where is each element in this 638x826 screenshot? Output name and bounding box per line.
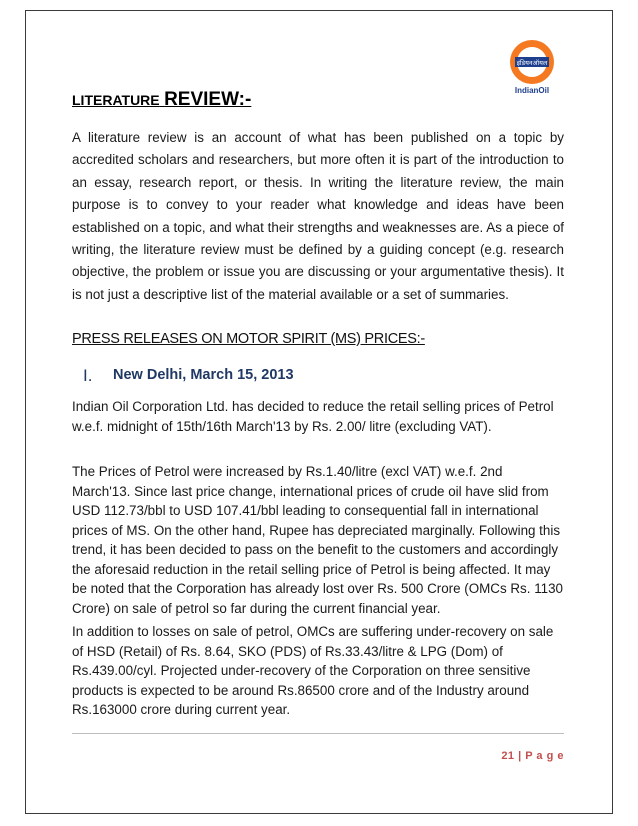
press-paragraph-3: In addition to losses on sale of petrol, OMCs are suffering under-recovery on sale of HSD (Retail) of Rs. 8.64, SKO (PDS) of Rs.33.43/litre & LPG (Dom) of Rs.439.00/cyl. Projected under-recovery of the Corporation on three sensitive products is expected to be around Rs.86500 crore and of the Industry around Rs.163000 crore during current year. [72, 624, 554, 717]
literature-review-heading [72, 89, 251, 111]
press-releases-heading: PRESS RELEASES ON MOTOR SPIRIT (MS) PRICES:- [72, 331, 425, 347]
press-paragraph-2: The Prices of Petrol were increased by Rs.1.40/litre (excl VAT) w.e.f. 2nd March'13. Since last price change, international prices of crude oil have slid from USD 112.73/bbl to USD 107.41/bbl leading to consequential fall in international prices of MS. On the other hand, Rupee has depreciated marginally. Following this trend, it has been decided to pass on the benefit to the customers and accordingly the aforesaid reduction in the retail selling price of Petrol is being affected. It may be noted that the Corporation has already lost over Rs. 500 Crore (OMCs Rs. 1130 Crore) on sale of petrol so far during the current financial year. [72, 464, 563, 616]
svg-text:इंडियनऑयल: इंडियनऑयल [516, 59, 548, 67]
heading-part2: REVIEW:- [164, 89, 252, 110]
press-item-numeral: I. [83, 366, 93, 385]
press-item-title: New Delhi, March 15, 2013 [113, 367, 294, 383]
logo-brand-text: IndianOil [514, 86, 550, 95]
press-paragraph-1: Indian Oil Corporation Ltd. has decided to reduce the retail selling prices of Petrol w.e.f. midnight of 15th/16th March'13 by Rs. 2.00/ litre (excluding VAT). [72, 399, 554, 434]
page-number: 21 | P a g e [501, 750, 564, 762]
footer-divider [72, 733, 564, 734]
literature-review-paragraph: A literature review is an account of what has been published on a topic by accredited scholars and researchers, but more often it is part of the introduction to an essay, research report, or thesis. In writing the literature review, the main purpose is to convey to your reader what knowledge and ideas have been established on a topic, and what their strengths and weaknesses are. As a piece of writing, the literature review must be defined by a guiding concept (e.g. research objective, the problem or issue you are discussing or your argumentative thesis). It is not just a descriptive list of the material available or a set of summaries. [72, 130, 564, 302]
heading-part1: LITERATURE [72, 92, 160, 108]
